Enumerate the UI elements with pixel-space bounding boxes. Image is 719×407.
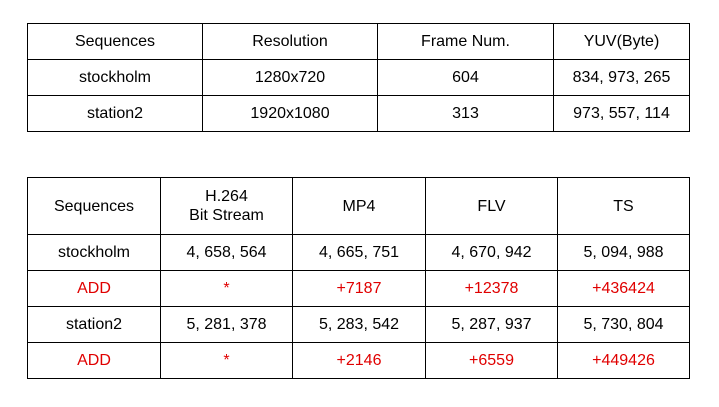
header-cell: FLV [426,178,558,235]
table-cell: ADD [28,271,161,307]
table-cell: 5, 287, 937 [426,307,558,343]
table-cell: 834, 973, 265 [554,60,690,96]
header-cell: Sequences [28,178,161,235]
table-row [28,235,690,271]
container-size-table [27,177,690,379]
table-cell: 604 [378,60,554,96]
table-row [28,307,690,343]
header-cell-h264 [161,178,293,235]
table-cell: +449426 [558,343,690,379]
resolution-table [27,23,690,132]
table-cell: * [161,271,293,307]
table-cell: 1280x720 [203,60,378,96]
table-cell: 313 [378,96,554,132]
header-cell: TS [558,178,690,235]
table-cell: +7187 [293,271,426,307]
header-cell: Resolution [203,24,378,60]
header-cell: Frame Num. [378,24,554,60]
table-row-add [28,271,690,307]
table-cell: 4, 670, 942 [426,235,558,271]
header-cell: MP4 [293,178,426,235]
header-cell: Sequences [28,24,203,60]
table-cell: ADD [28,343,161,379]
table-cell: +2146 [293,343,426,379]
table-cell: 5, 094, 988 [558,235,690,271]
table-header-row [28,24,690,60]
table-row-add [28,343,690,379]
table-cell: station2 [28,96,203,132]
table-cell: 5, 730, 804 [558,307,690,343]
table-cell: 1920x1080 [203,96,378,132]
header-cell: YUV(Byte) [554,24,690,60]
table-cell: station2 [28,307,161,343]
table-row [28,96,690,132]
table-cell: stockholm [28,235,161,271]
table-cell: 5, 281, 378 [161,307,293,343]
header-line: H.264 [205,188,248,205]
table-cell: 4, 658, 564 [161,235,293,271]
table-cell: 4, 665, 751 [293,235,426,271]
table-cell: * [161,343,293,379]
table-row [28,60,690,96]
table-cell: stockholm [28,60,203,96]
table-cell: +6559 [426,343,558,379]
table-cell: 5, 283, 542 [293,307,426,343]
table-cell: +436424 [558,271,690,307]
table-cell: +12378 [426,271,558,307]
table-cell: 973, 557, 114 [554,96,690,132]
table-header-row [28,178,690,235]
header-line: Bit Stream [189,207,264,224]
